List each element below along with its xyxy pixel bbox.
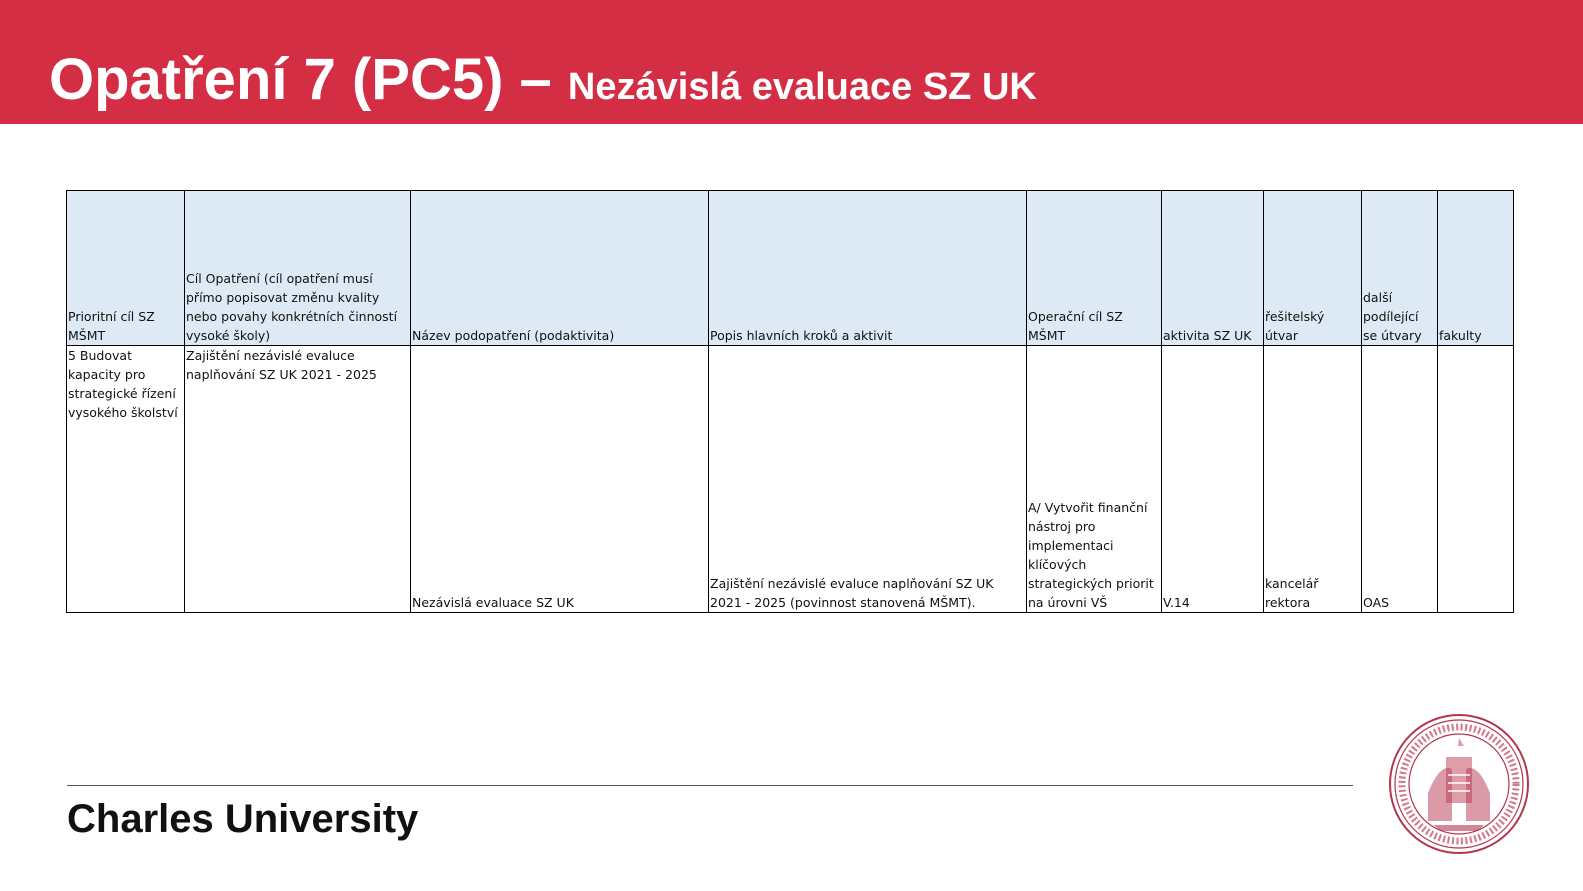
university-seal-icon xyxy=(1388,713,1530,855)
column-header: řešitelský útvar xyxy=(1264,191,1362,346)
table-cell: A/ Vytvořit finanční nástroj pro implementaci klíčových strategických priorit na úrovni VŠ xyxy=(1027,346,1162,613)
column-header: Popis hlavních kroků a aktivit xyxy=(709,191,1027,346)
table-cell: Zajištění nezávislé evaluce naplňování SZ UK 2021 - 2025 (povinnost stanovená MŠMT). xyxy=(709,346,1027,613)
header-banner xyxy=(0,0,1583,124)
measures-table xyxy=(66,190,1514,613)
table-cell: 5 Budovat kapacity pro strategické řízení vysokého školství xyxy=(67,346,185,613)
table-header-row xyxy=(67,191,1514,346)
footer-divider xyxy=(67,785,1353,786)
title-main: Opatření 7 (PC5) – xyxy=(49,47,568,112)
column-header: Operační cíl SZ MŠMT xyxy=(1027,191,1162,346)
column-header: fakulty xyxy=(1438,191,1514,346)
table-cell: kancelář rektora xyxy=(1264,346,1362,613)
column-header: další podílející se útvary xyxy=(1362,191,1438,346)
table-cell: Nezávislá evaluace SZ UK xyxy=(411,346,709,613)
column-header: aktivita SZ UK xyxy=(1162,191,1264,346)
column-header: Prioritní cíl SZ MŠMT xyxy=(67,191,185,346)
column-header: Cíl Opatření (cíl opatření musí přímo popisovat změnu kvality nebo povahy konkrétních činností vysoké školy) xyxy=(185,191,411,346)
table-cell: V.14 xyxy=(1162,346,1264,613)
table-cell: OAS xyxy=(1362,346,1438,613)
table-cell xyxy=(1438,346,1514,613)
page-title xyxy=(49,46,1037,113)
table-cell: Zajištění nezávislé evaluce naplňování SZ UK 2021 - 2025 xyxy=(185,346,411,613)
title-sub: Nezávislá evaluace SZ UK xyxy=(567,66,1037,108)
table-row xyxy=(67,346,1514,613)
column-header: Název podopatření (podaktivita) xyxy=(411,191,709,346)
university-name: Charles University xyxy=(67,797,419,841)
